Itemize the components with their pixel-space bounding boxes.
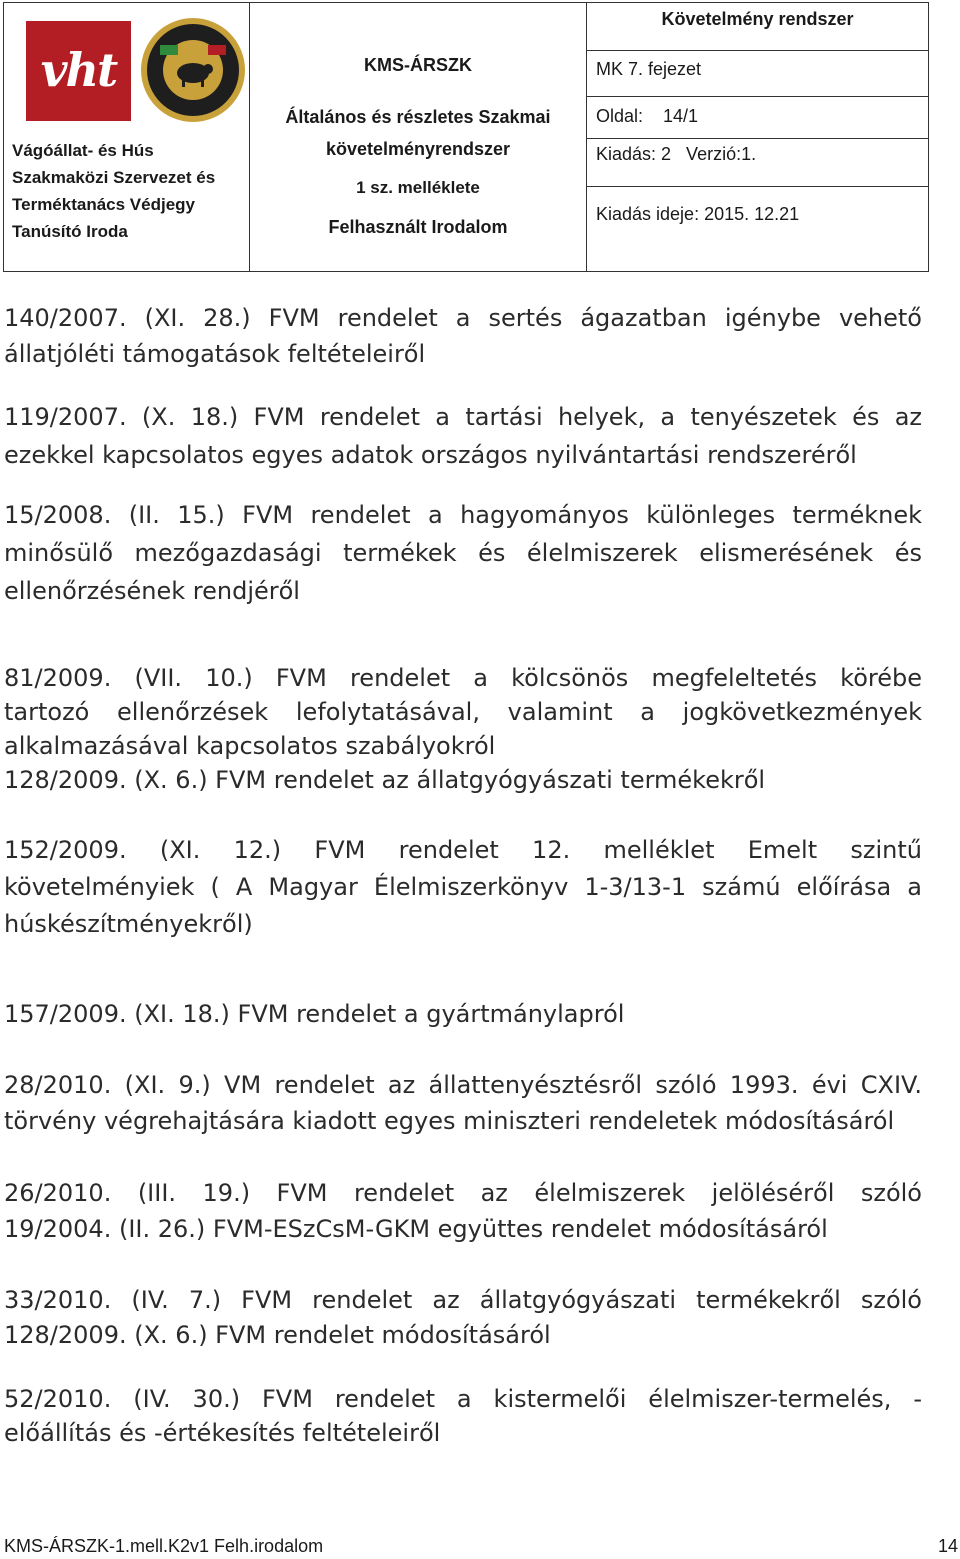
issue-date: Kiadás ideje: 2015. 12.21 [596,204,800,224]
doc-title-line: Általános és részletes Szakmai [285,107,551,127]
org-line: Terméktanács Védjegy [12,195,195,214]
doc-title-line: Felhasznált Irodalom [328,217,508,237]
org-line: Tanúsító Iroda [12,222,128,241]
doc-title-line: 1 sz. melléklete [356,178,480,197]
reference-line: 128/2009. (X. 6.) FVM rendelet az állatgyógyászati termékekről [4,766,766,794]
reference-line: ezekkel kapcsolatos egyes adatok országos nyilvántartási rendszeréről [4,441,857,469]
page-value: 14/1 [663,106,699,126]
reference-line: 157/2009. (XI. 18.) FVM rendelet a gyártmánylapról [4,1000,625,1028]
vht-logo-text: vht [40,43,117,97]
issue-text: Kiadás: 2 Verzió:1. [596,144,757,164]
quality-seal-icon [138,15,248,125]
document-header [3,2,929,272]
organization-name [12,137,242,245]
reference-item [4,997,922,1031]
doc-title-line: követelményrendszer [325,139,511,159]
reference-line: 28/2010. (XI. 9.) VM rendelet az állattenyésztésről szóló 1993. évi CXIV. [4,1071,922,1099]
reference-line: állatjóléti támogatások feltételeiről [4,340,426,368]
reference-line: előállítás és -értékesítés feltételeiről [4,1419,441,1447]
reference-line: 33/2010. (IV. 7.) FVM rendelet az állatgyógyászati termékekről szóló [4,1286,922,1314]
reference-item [4,398,922,474]
footer-doc-code: KMS-ÁRSZK-1.mell.K2v1 Felh.irodalom [4,1536,324,1556]
org-line: Szakmaközi Szervezet és [12,168,216,187]
reference-line: 152/2009. (XI. 12.) FVM rendelet 12. melléklet Emelt szintű [4,836,922,864]
footer-page-number: 14 [937,1536,958,1556]
reference-line: alkalmazásával kapcsolatos szabályokról [4,732,496,760]
page-label: Oldal: [596,106,644,126]
reference-item [4,1283,922,1353]
issue-version [587,139,928,187]
kms-title: KMS-ÁRSZK [364,55,472,75]
reference-line: tartozó ellenőrzések lefolytatásával, valamint a jogkövetkezmények [4,698,922,726]
reference-item [4,496,922,610]
header-meta-cell [587,3,928,271]
reference-item [4,763,922,797]
reference-line: 119/2007. (X. 18.) FVM rendelet a tartási helyek, a tenyészetek és az [4,403,922,431]
org-line: Vágóállat- és Hús [12,141,154,160]
reference-item [4,1175,922,1247]
reference-item [4,300,922,372]
reference-item [4,832,922,943]
reference-line: 128/2009. (X. 6.) FVM rendelet módosításáról [4,1321,551,1349]
reference-line: húskészítményekről) [4,910,253,938]
reference-line: 81/2009. (VII. 10.) FVM rendelet a kölcsönös megfeleltetés körébe [4,664,922,692]
reference-line: követelményiek ( A Magyar Élelmiszerkönyv 1-3/13-1 számú előírása a [4,873,922,901]
reference-line: törvény végrehajtására kiadott egyes miniszteri rendeletek módosításáról [4,1107,895,1135]
reference-line: 52/2010. (IV. 30.) FVM rendelet a kistermelői élelmiszer-termelés, - [4,1385,922,1413]
header-title-cell [250,3,587,271]
reference-line: 19/2004. (II. 26.) FVM-ESzCsM-GKM együttes rendelet módosításáról [4,1215,828,1243]
chapter-label: MK 7. fejezet [587,51,928,97]
reference-item [4,661,922,763]
header-logo-cell [4,3,250,271]
document-title [250,101,586,243]
page-indicator [587,97,928,139]
system-title: Követelmény rendszer [587,3,928,51]
reference-line: minősülő mezőgazdasági termékek és élelmiszerek elismerésének és [4,539,922,567]
reference-line: ellenőrzésének rendjéről [4,577,300,605]
reference-item [4,1067,922,1139]
reference-line: 140/2007. (XI. 28.) FVM rendelet a sertés ágazatban igénybe vehető [4,304,922,332]
reference-line: 26/2010. (III. 19.) FVM rendelet az élelmiszerek jelöléséről szóló [4,1179,922,1207]
reference-line: 15/2008. (II. 15.) FVM rendelet a hagyományos különleges terméknek [4,501,922,529]
vht-logo [26,21,131,121]
reference-item [4,1382,922,1450]
